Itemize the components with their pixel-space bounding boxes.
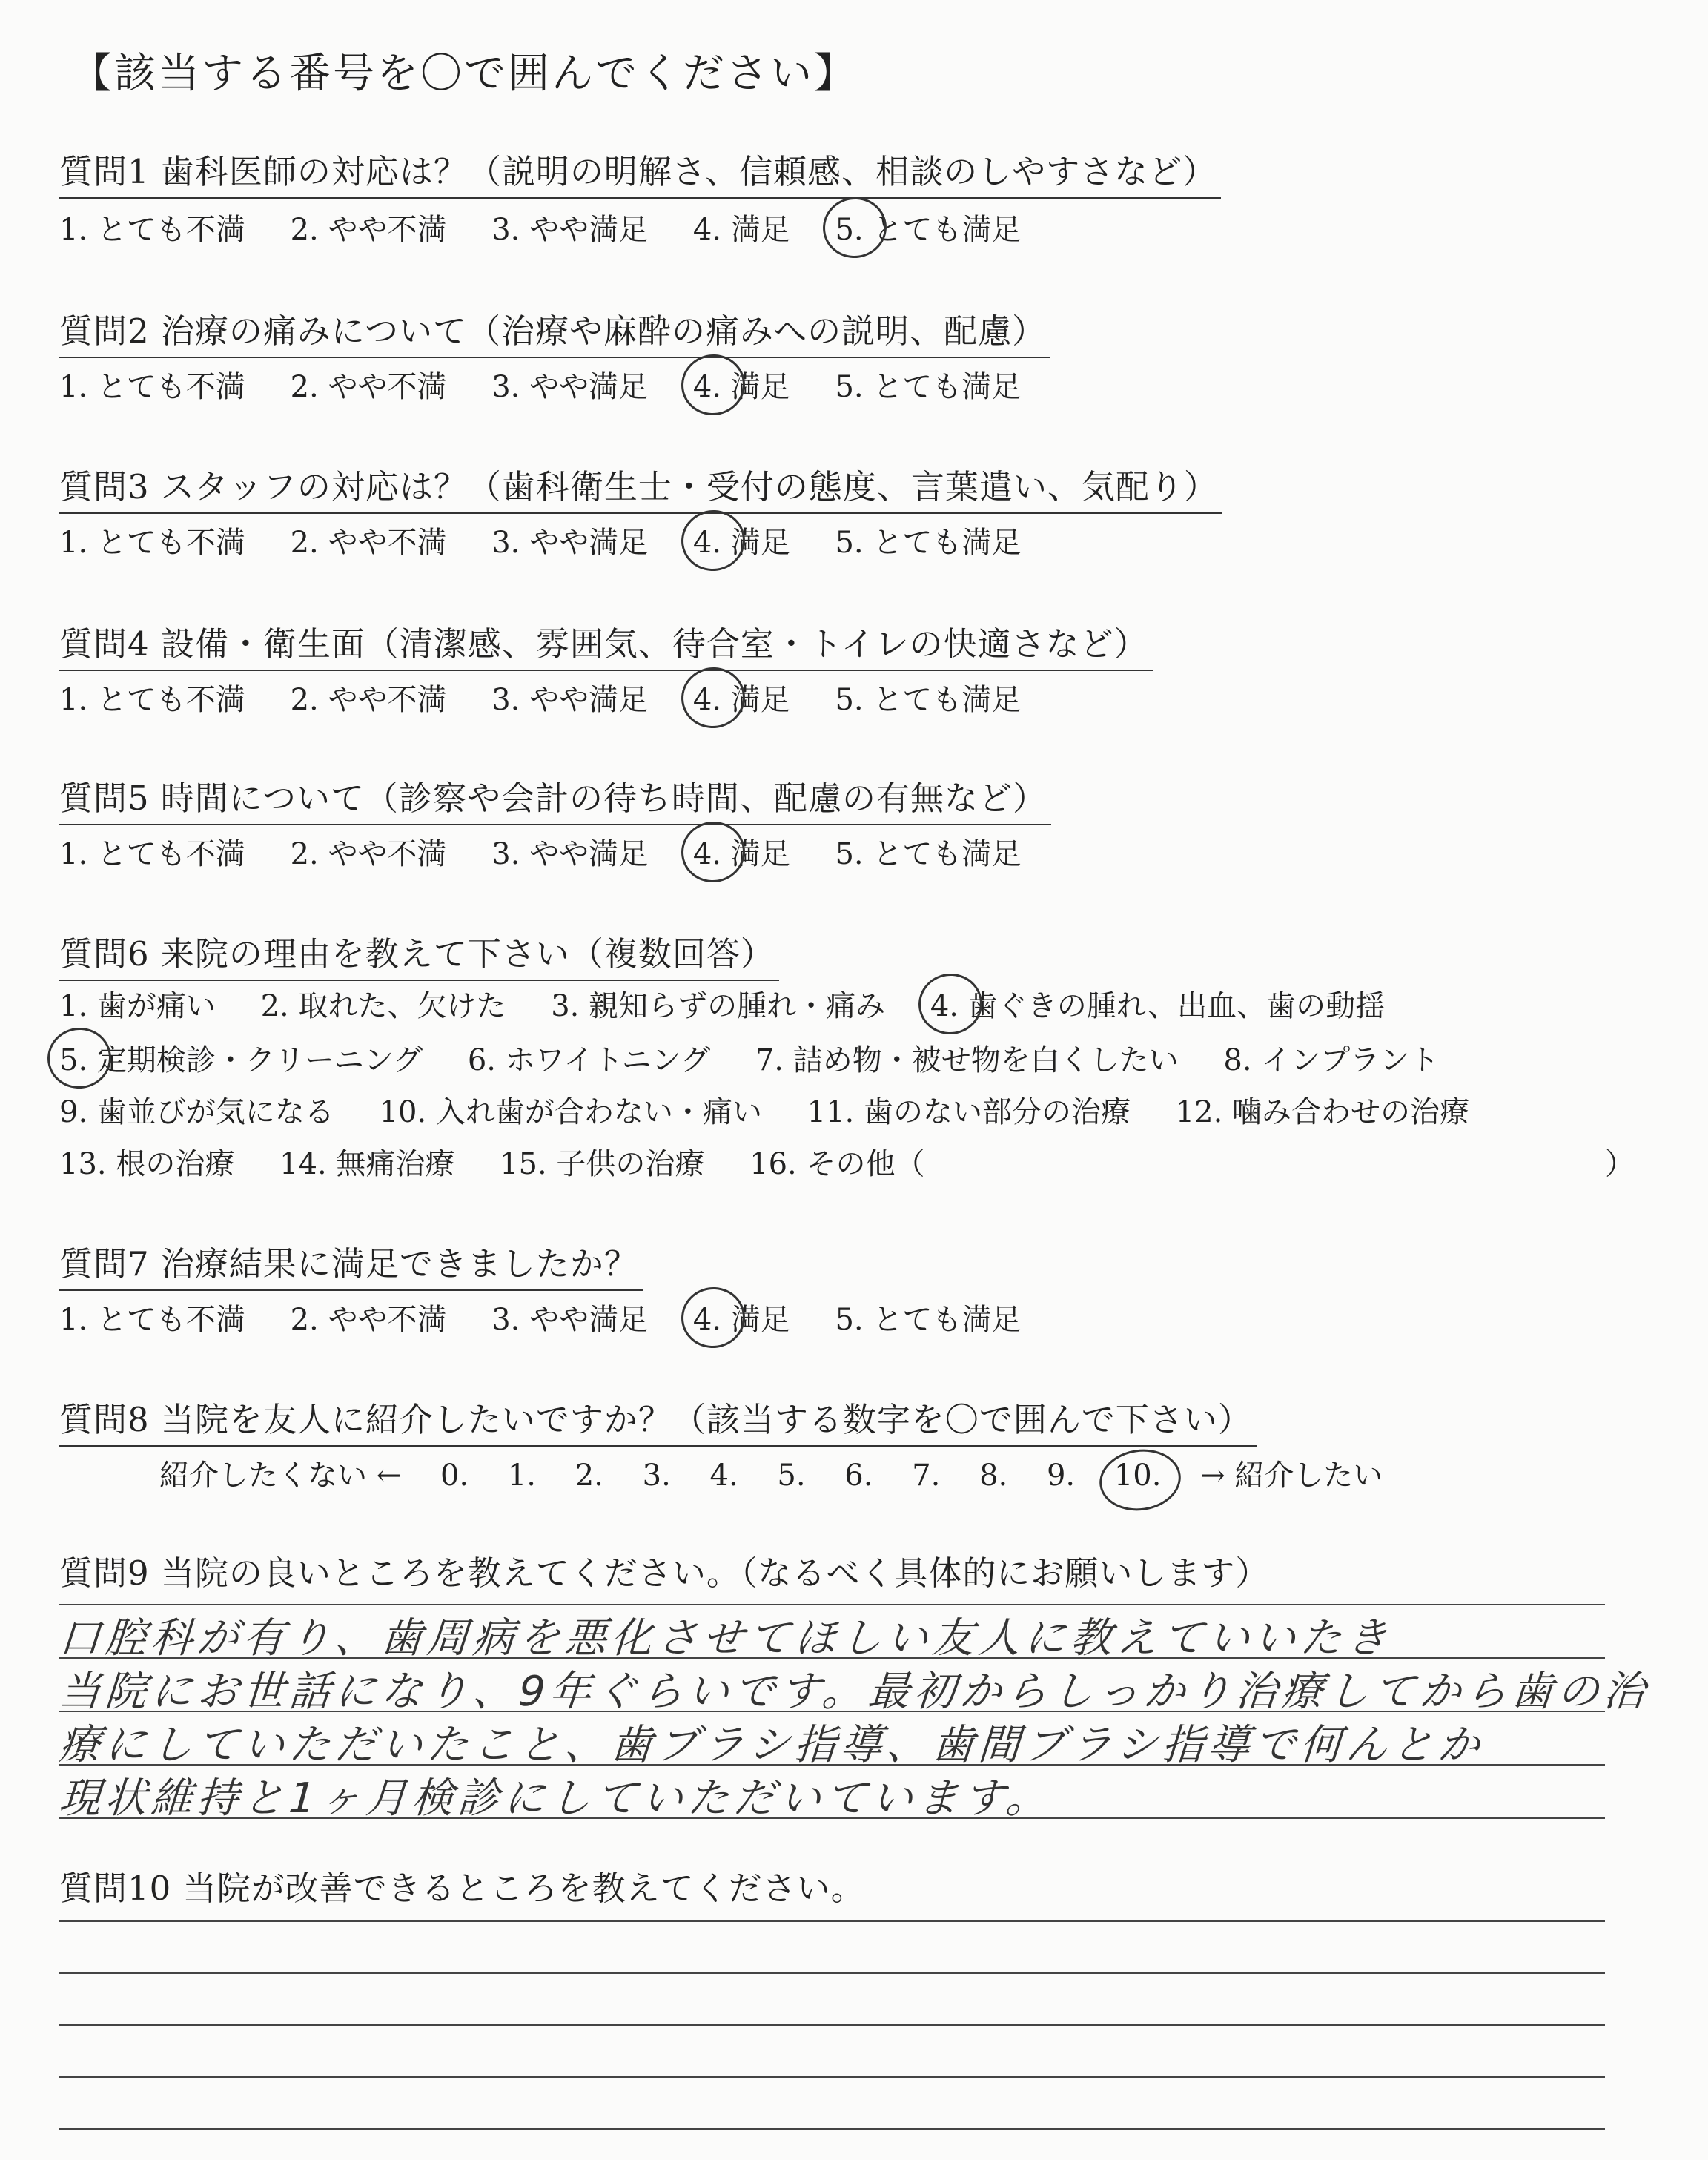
option-1[interactable]: 1. とても不満 bbox=[59, 837, 245, 871]
option-1[interactable]: 1. とても不満 bbox=[59, 683, 245, 717]
question-3-label: 質問3 スタッフの対応は？（歯科衛生士・受付の態度、言葉遣い、気配り） bbox=[59, 460, 1222, 514]
question-6-label: 質問6 来院の理由を教えて下さい（複数回答） bbox=[59, 927, 779, 981]
option-2[interactable]: 2. やや不満 bbox=[290, 526, 447, 560]
handwritten-answer-line-2: 当院にお世話になり、9年ぐらいです。最初からしっかり治療してから歯の治 bbox=[57, 1668, 1652, 1716]
reason-10[interactable]: 10. 入れ歯が合わない・痛い bbox=[379, 1095, 762, 1129]
question-8-label: 質問8 当院を友人に紹介したいですか？（該当する数字を〇で囲んで下さい） bbox=[59, 1393, 1257, 1447]
option-4-circled[interactable]: 4. 満足 bbox=[693, 830, 790, 873]
scale-5[interactable]: 5. bbox=[777, 1459, 806, 1493]
answer-line bbox=[59, 2024, 1605, 2026]
scale-1[interactable]: 1. bbox=[507, 1459, 537, 1493]
reason-2[interactable]: 2. 取れた、欠けた bbox=[260, 989, 506, 1023]
option-5[interactable]: 5. とても満足 bbox=[835, 526, 1022, 560]
option-5[interactable]: 5. とても満足 bbox=[835, 683, 1022, 717]
scale-right-label: → 紹介したい bbox=[1200, 1459, 1383, 1493]
option-5[interactable]: 5. とても満足 bbox=[835, 1303, 1022, 1337]
option-5[interactable]: 5. とても満足 bbox=[835, 837, 1022, 871]
question-4-options bbox=[59, 676, 1056, 719]
scale-0[interactable]: 0. bbox=[440, 1459, 469, 1493]
answer-line bbox=[59, 1920, 1605, 1922]
question-6-line-4 bbox=[59, 1140, 960, 1183]
option-5-circled[interactable]: 5. とても満足 bbox=[835, 206, 1021, 248]
option-1[interactable]: 1. とても不満 bbox=[59, 526, 245, 560]
option-3[interactable]: 3. やや満足 bbox=[491, 213, 649, 247]
question-9-label: 質問9 当院の良いところを教えてください。（なるべく具体的にお願いします） bbox=[59, 1553, 1270, 1593]
option-2[interactable]: 2. やや不満 bbox=[290, 213, 447, 247]
scale-9[interactable]: 9. bbox=[1046, 1459, 1076, 1493]
reason-9[interactable]: 9. 歯並びが気になる bbox=[59, 1095, 334, 1129]
reason-4-circled[interactable]: 4. 歯ぐきの腫れ、出血、歯の動揺 bbox=[930, 982, 1385, 1025]
scale-left-label: 紹介したくない ← bbox=[159, 1459, 402, 1493]
question-6-line-1 bbox=[59, 982, 1420, 1025]
handwritten-answer-line-1: 口腔科が有り、歯周病を悪化させてほしい友人に教えていいたき bbox=[57, 1614, 1394, 1662]
question-4-label: 質問4 設備・衛生面（清潔感、雰囲気、待合室・トイレの快適さなど） bbox=[59, 617, 1153, 671]
question-2-label: 質問2 治療の痛みについて（治療や麻酔の痛みへの説明、配慮） bbox=[59, 304, 1050, 358]
option-3[interactable]: 3. やや満足 bbox=[491, 370, 649, 404]
option-4-circled[interactable]: 4. 満足 bbox=[693, 1296, 790, 1338]
option-4-circled[interactable]: 4. 満足 bbox=[693, 519, 790, 561]
option-3[interactable]: 3. やや満足 bbox=[491, 1303, 649, 1337]
scale-10-circled[interactable]: 10. bbox=[1113, 1459, 1162, 1493]
scale-6[interactable]: 6. bbox=[844, 1459, 873, 1493]
answer-line bbox=[59, 2128, 1605, 2130]
question-2-options bbox=[59, 363, 1056, 406]
page-title: 【該当する番号を〇で囲んでください】 bbox=[70, 50, 858, 98]
question-5-options bbox=[59, 830, 1056, 873]
option-1[interactable]: 1. とても不満 bbox=[59, 1303, 245, 1337]
reason-5-circled[interactable]: 5. 定期検診・クリーニング bbox=[59, 1037, 423, 1079]
option-1[interactable]: 1. とても不満 bbox=[59, 213, 245, 247]
scale-8[interactable]: 8. bbox=[979, 1459, 1008, 1493]
reason-16[interactable]: 16. その他（ bbox=[749, 1147, 925, 1181]
option-4-circled[interactable]: 4. 満足 bbox=[693, 676, 790, 719]
reason-14[interactable]: 14. 無痛治療 bbox=[279, 1147, 455, 1181]
reason-1[interactable]: 1. 歯が痛い bbox=[59, 989, 216, 1023]
option-2[interactable]: 2. やや不満 bbox=[290, 370, 447, 404]
question-3-options bbox=[59, 519, 1056, 561]
other-close-paren: ） bbox=[1605, 1147, 1635, 1181]
scale-3[interactable]: 3. bbox=[642, 1459, 671, 1493]
option-4[interactable]: 4. 満足 bbox=[692, 213, 790, 247]
reason-15[interactable]: 15. 子供の治療 bbox=[500, 1147, 705, 1181]
scale-7[interactable]: 7. bbox=[912, 1459, 941, 1493]
reason-11[interactable]: 11. 歯のない部分の治療 bbox=[807, 1095, 1131, 1129]
option-3[interactable]: 3. やや満足 bbox=[491, 683, 649, 717]
option-5[interactable]: 5. とても満足 bbox=[835, 370, 1022, 404]
question-1-label: 質問1 歯科医師の対応は？（説明の明解さ、信頼感、相談のしやすさなど） bbox=[59, 145, 1221, 199]
answer-line bbox=[59, 1972, 1605, 1974]
question-7-label: 質問7 治療結果に満足できましたか？ bbox=[59, 1237, 643, 1291]
reason-12[interactable]: 12. 噛み合わせの治療 bbox=[1175, 1095, 1470, 1129]
option-2[interactable]: 2. やや不満 bbox=[290, 837, 447, 871]
question-6-line-2 bbox=[59, 1037, 1474, 1079]
reason-13[interactable]: 13. 根の治療 bbox=[59, 1147, 235, 1181]
question-5-label: 質問5 時間について（診察や会計の待ち時間、配慮の有無など） bbox=[59, 771, 1051, 825]
option-1[interactable]: 1. とても不満 bbox=[59, 370, 245, 404]
option-2[interactable]: 2. やや不満 bbox=[290, 683, 447, 717]
question-6-line-3 bbox=[59, 1089, 1505, 1131]
handwritten-answer-line-4: 現状維持と1ヶ月検診にしていただいています。 bbox=[57, 1774, 1054, 1823]
question-7-options bbox=[59, 1296, 1056, 1338]
reason-6[interactable]: 6. ホワイトニング bbox=[467, 1043, 711, 1077]
option-4-circled[interactable]: 4. 満足 bbox=[693, 363, 790, 406]
handwritten-answer-line-3: 療にしていただいたこと、歯ブラシ指導、歯間ブラシ指導で何んとか bbox=[57, 1721, 1486, 1769]
reason-3[interactable]: 3. 親知らずの腫れ・痛み bbox=[551, 989, 886, 1023]
option-3[interactable]: 3. やや満足 bbox=[491, 837, 649, 871]
scale-4[interactable]: 4. bbox=[709, 1459, 738, 1493]
reason-7[interactable]: 7. 詰め物・被せ物を白くしたい bbox=[755, 1043, 1179, 1077]
question-10-label: 質問10 当院が改善できるところを教えてください。 bbox=[59, 1869, 865, 1908]
recommend-scale bbox=[159, 1452, 1412, 1494]
answer-line bbox=[59, 2076, 1605, 2078]
question-1-options bbox=[59, 206, 1056, 248]
option-3[interactable]: 3. やや満足 bbox=[491, 526, 649, 560]
option-2[interactable]: 2. やや不満 bbox=[290, 1303, 447, 1337]
scale-2[interactable]: 2. bbox=[575, 1459, 603, 1493]
reason-8[interactable]: 8. インプラント bbox=[1223, 1043, 1440, 1077]
